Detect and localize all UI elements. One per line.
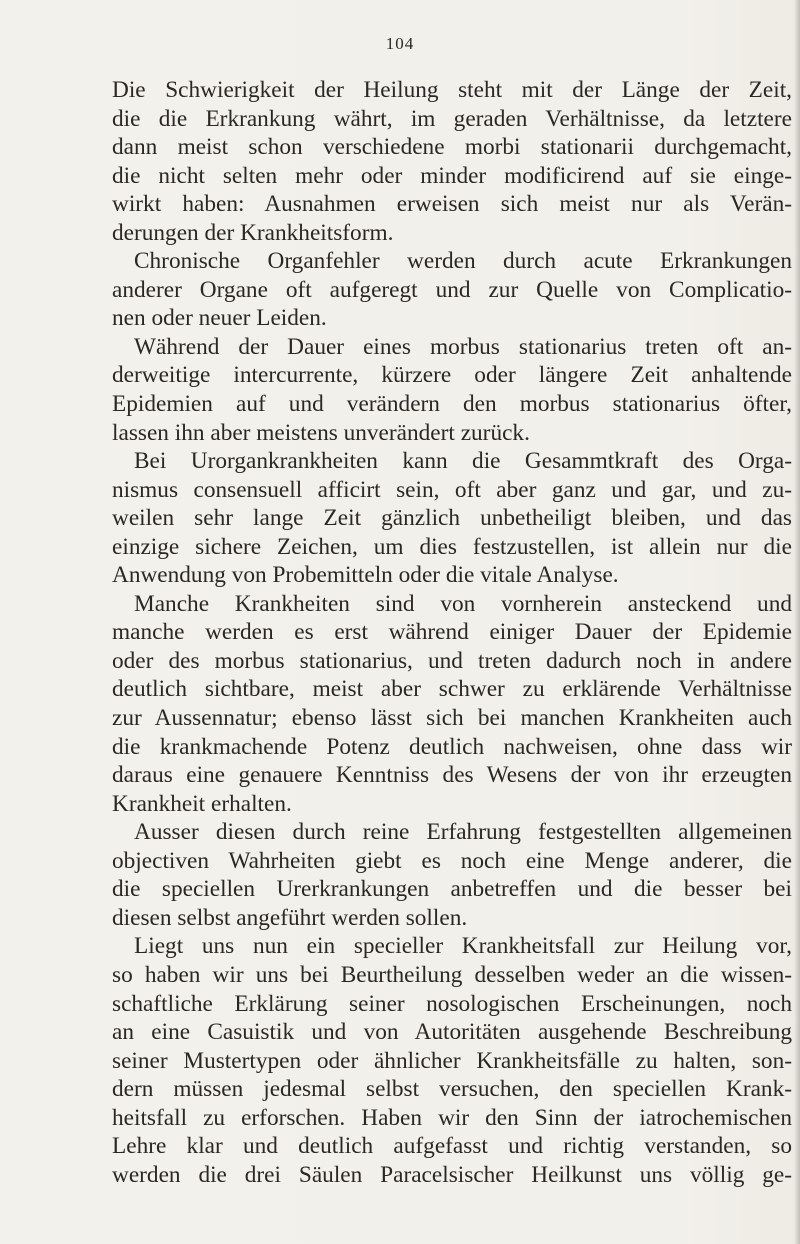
text-line: nen oder neuer Leiden. bbox=[112, 305, 327, 332]
text-line: Epidemien auf und verändern den morbus stationarius öfter, bbox=[112, 391, 792, 418]
body-text bbox=[112, 76, 792, 1189]
text-line: an eine Casuistik und von Autoritäten ausgehende Beschreibung bbox=[112, 1019, 792, 1046]
text-line: anderer Organe oft aufgeregt und zur Quelle von Complicatio- bbox=[112, 276, 792, 303]
text-line: Manche Krankheiten sind von vornherein ansteckend und bbox=[134, 590, 792, 617]
text-line: die speciellen Urerkrankungen anbetreffen und die besser bei bbox=[112, 876, 792, 903]
text-line: Anwendung von Probemitteln oder die vitale Analyse. bbox=[112, 562, 619, 589]
text-line: nismus consensuell afficirt sein, oft aber ganz und gar, und zu- bbox=[112, 476, 792, 503]
text-line: Die Schwierigkeit der Heilung steht mit der Länge der Zeit, bbox=[112, 77, 792, 103]
text-line: die nicht selten mehr oder minder modificirend auf sie einge- bbox=[112, 162, 792, 189]
text-line: dern müssen jedesmal selbst versuchen, den speciellen Krank- bbox=[112, 1076, 792, 1103]
page-edge-shadow bbox=[794, 0, 800, 1244]
text-line: die krankmachende Potenz deutlich nachweisen, ohne dass wir bbox=[112, 733, 792, 760]
text-line: so haben wir uns bei Beurtheilung desselben weder an die wissen- bbox=[112, 961, 792, 988]
text-line: seiner Mustertypen oder ähnlicher Krankheitsfälle zu halten, son- bbox=[112, 1047, 792, 1074]
text-line: Ausser diesen durch reine Erfahrung festgestellten allgemeinen bbox=[134, 819, 792, 846]
text-line: manche werden es erst während einiger Dauer der Epidemie bbox=[112, 619, 792, 646]
text-line: diesen selbst angeführt werden sollen. bbox=[112, 904, 468, 931]
text-line: dann meist schon verschiedene morbi stationarii durchgemacht, bbox=[112, 134, 792, 161]
text-line: Chronische Organfehler werden durch acute Erkrankungen bbox=[134, 248, 792, 275]
text-line: heitsfall zu erforschen. Haben wir den Sinn der iatrochemischen bbox=[112, 1104, 792, 1131]
text-line: Bei Urorgankrankheiten kann die Gesammtkraft des Orga- bbox=[134, 448, 792, 475]
text-line: oder des morbus stationarius, und treten dadurch noch in andere bbox=[112, 647, 792, 674]
text-line: derungen der Krankheitsform. bbox=[112, 219, 394, 246]
text-line: derweitige intercurrente, kürzere oder längere Zeit anhaltende bbox=[112, 362, 792, 389]
text-line: weilen sehr lange Zeit gänzlich unbetheiligt bleiben, und das bbox=[112, 505, 792, 532]
text-line: Während der Dauer eines morbus stationarius treten oft an- bbox=[134, 333, 792, 360]
text-line: werden die drei Säulen Paracelsischer Heilkunst uns völlig ge- bbox=[112, 1161, 792, 1188]
text-line: die die Erkrankung währt, im geraden Verhältnisse, da letztere bbox=[112, 105, 792, 132]
text-line: deutlich sichtbare, meist aber schwer zu erklärende Verhältnisse bbox=[112, 676, 792, 703]
text-line: zur Aussennatur; ebenso lässt sich bei manchen Krankheiten auch bbox=[112, 705, 792, 732]
text-line: Lehre klar und deutlich aufgefasst und richtig verstanden, so bbox=[112, 1133, 792, 1160]
text-line: Krankheit erhalten. bbox=[112, 790, 292, 817]
text-line: wirkt haben: Ausnahmen erweisen sich meist nur als Verän- bbox=[112, 191, 792, 218]
text-line: objectiven Wahrheiten giebt es noch eine Menge anderer, die bbox=[112, 847, 792, 874]
text-line: schaftliche Erklärung seiner nosologischen Erscheinungen, noch bbox=[112, 990, 792, 1017]
text-line: lassen ihn aber meistens unverändert zurück. bbox=[112, 419, 530, 446]
text-line: Liegt uns nun ein specieller Krankheitsfall zur Heilung vor, bbox=[134, 933, 792, 960]
page-number: 104 bbox=[385, 34, 415, 53]
text-line: daraus eine genauere Kenntniss des Wesens der von ihr erzeugten bbox=[112, 762, 792, 789]
text-line: einzige sichere Zeichen, um dies festzustellen, ist allein nur die bbox=[112, 533, 792, 560]
